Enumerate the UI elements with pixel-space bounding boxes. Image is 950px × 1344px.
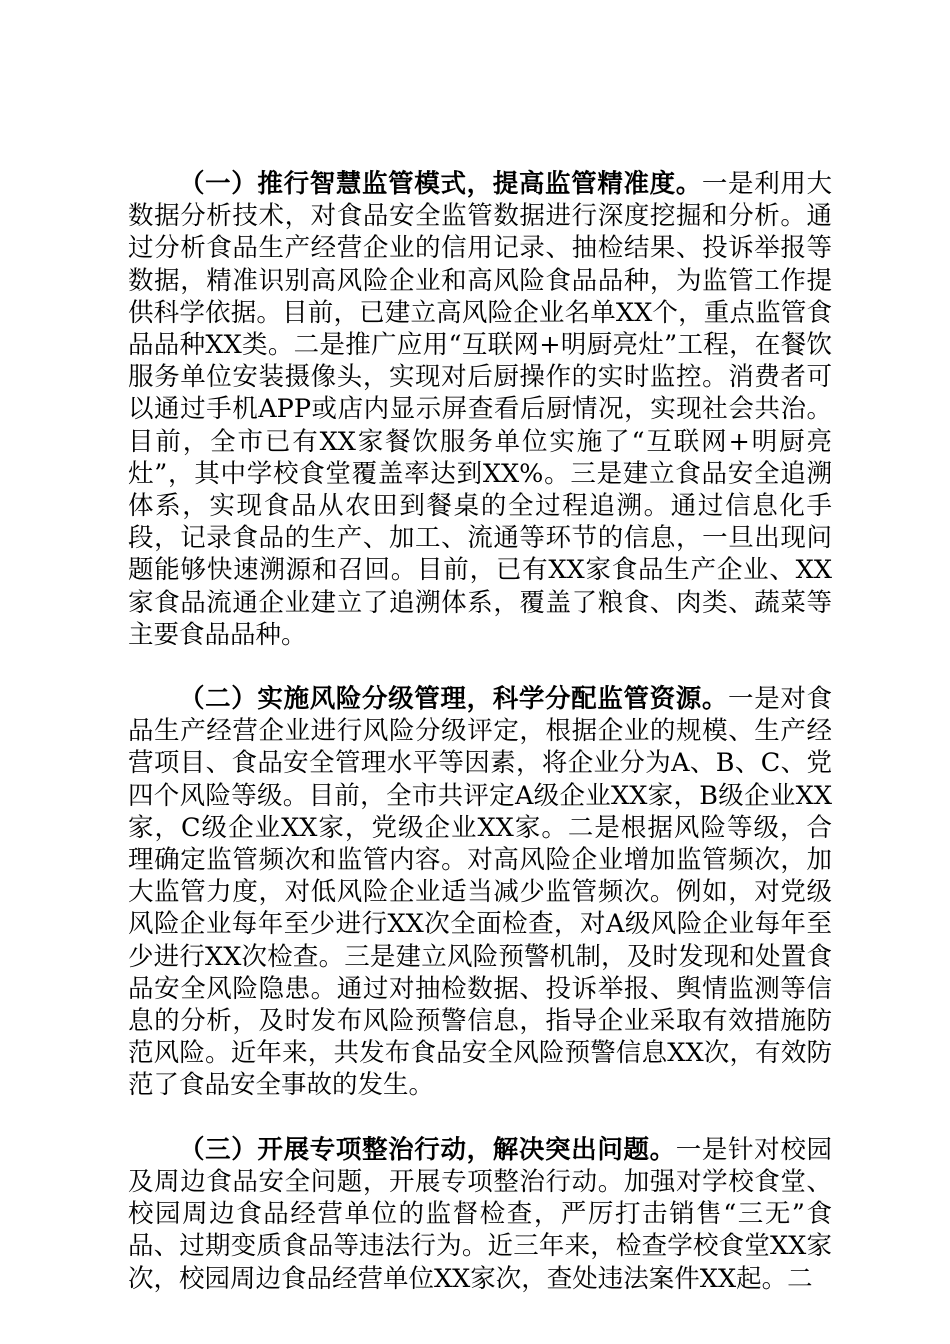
paragraph-body: 一是对食品生产经营企业进行风险分级评定，根据企业的规模、生产经营项目、食品安全管理水平等因素，将企业分为A、B、C、党四个风险等级。目前，全市共评定A级企业XX家，B级企业XX家，C级企业XX家，党级企业XX家。二是根据风险等级，合理确定监管频次和监管内容。对高风险企业增加监管频次，加大监管力度，对低风险企业适当减少监管频次。例如，对党级风险企业每年至少进行XX次全面检查，对A级风险企业每年至少进行XX次检查。三是建立风险预警机制，及时发现和处置食品安全风险隐患。通过对抽检数据、投诉举报、舆情监测等信息的分析，及时发布风险预警信息，指导企业采取有效措施防范风险。近年来，共发布食品安全风险预警信息XX次，有效防范了食品安全事故的发生。 [128, 684, 832, 1101]
document-page [128, 168, 832, 1295]
paragraph-heading: （一）推行智慧监管模式，提高监管精准度。 [179, 169, 702, 199]
paragraph-body: 一是利用大数据分析技术，对食品安全监管数据进行深度挖掘和分析。通过分析食品生产经营企业的信用记录、抽检结果、投诉举报等数据，精准识别高风险企业和高风险食品品种，为监管工作提供科学依据。目前，已建立高风险企业名单XX个，重点监管食品品种XX类。二是推广应用“互联网+明厨亮灶”工程，在餐饮服务单位安装摄像头，实现对后厨操作的实时监控。消费者可以通过手机APP或店内显示屏查看后厨情况，实现社会共治。目前，全市已有XX家餐饮服务单位实施了“互联网+明厨亮灶”，其中学校食堂覆盖率达到XX%。三是建立食品安全追溯体系，实现食品从农田到餐桌的全过程追溯。通过信息化手段，记录食品的生产、加工、流通等环节的信息，一旦出现问题能够快速溯源和召回。目前，已有XX家食品生产企业、XX家食品流通企业建立了追溯体系，覆盖了粮食、肉类、蔬菜等主要食品品种。 [128, 169, 832, 650]
paragraph-risk-grading [128, 683, 832, 1102]
paragraph-heading: （二）实施风险分级管理，科学分配监管资源。 [179, 684, 729, 715]
paragraph-smart-supervision [128, 168, 832, 651]
paragraph-heading: （三）开展专项整治行动，解决突出问题。 [179, 1134, 676, 1165]
paragraph-special-rectification [128, 1134, 832, 1295]
paragraph-body: 一是针对校园及周边食品安全问题，开展专项整治行动。加强对学校食堂、校园周边食品经营单位的监督检查，严厉打击销售“三无”食品、过期变质食品等违法行为。近三年来，检查学校食堂XX家次，校园周边食品经营单位XX家次，查处违法案件XX起。二 [128, 1134, 832, 1294]
